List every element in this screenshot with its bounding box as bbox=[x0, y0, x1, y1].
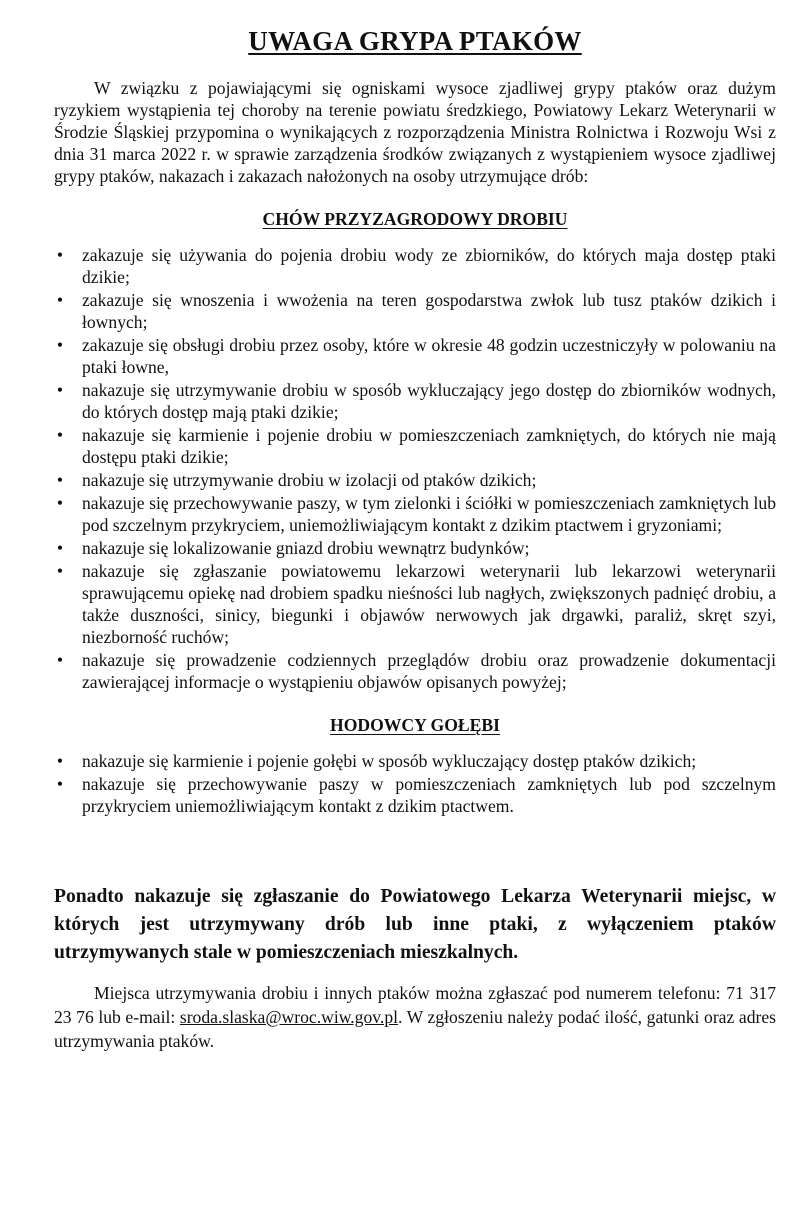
bullet-icon: • bbox=[56, 245, 64, 265]
document-title: UWAGA GRYPA PTAKÓW bbox=[248, 26, 582, 56]
list-item: • nakazuje się utrzymywanie drobiu w izolacji od ptaków dzikich; bbox=[54, 469, 776, 491]
list-item: • zakazuje się używania do pojenia drobiu wody ze zbiorników, do których maja dostęp ptaki dzikie; bbox=[54, 244, 776, 288]
bullet-icon: • bbox=[56, 380, 64, 400]
section-heading-poultry: CHÓW PRZYZAGRODOWY DROBIU bbox=[262, 209, 568, 229]
list-item: • zakazuje się wnoszenia i wwożenia na teren gospodarstwa zwłok lub tusz ptaków dzikich i łownych; bbox=[54, 289, 776, 333]
poultry-rules-list bbox=[54, 244, 776, 693]
bullet-icon: • bbox=[56, 493, 64, 513]
list-item: • zakazuje się obsługi drobiu przez osoby, które w okresie 48 godzin uczestniczyły w polowaniu na ptaki łowne, bbox=[54, 334, 776, 378]
contact-paragraph: Miejsca utrzymywania drobiu i innych ptaków można zgłaszać pod numerem telefonu: 71 317 23 76 lub e-mail: sroda.slaska@wroc.wiw.gov.pl. W zgłoszeniu należy podać ilość, gatunki oraz adres utrzymywania ptaków. bbox=[54, 983, 776, 1051]
bullet-icon: • bbox=[56, 425, 64, 445]
bullet-icon: • bbox=[56, 290, 64, 310]
registration-notice: Ponadto nakazuje się zgłaszanie do Powiatowego Lekarza Weterynarii miejsc, w których jest utrzymywany drób lub inne ptaki, z wyłączeniem ptaków utrzymywanych stale w pomieszczeniach mieszkalnych. bbox=[54, 886, 776, 963]
intro-paragraph: W związku z pojawiającymi się ogniskami wysoce zjadliwej grypy ptaków oraz dużym ryzykiem wystąpienia tej choroby na terenie powiatu średzkiego, Powiatowy Lekarz Weterynarii w Środzie Śląskiej przypomina o wynikających z rozporządzenia Ministra Rolnictwa i Rozwoju Wsi z dnia 31 marca 2022 r. w sprawie zarządzenia środków związanych z wystąpieniem wysoce zjadliwej grypy ptaków, nakazach i zakazach nałożonych na osoby utrzymujące drób: bbox=[54, 78, 776, 186]
list-item: • nakazuje się zgłaszanie powiatowemu lekarzowi weterynarii lub lekarzowi weterynarii sprawującemu opiekę nad drobiem spadku nieśności lub nagłych, zwiększonych padnięć drobiu, a także duszności, sinicy, biegunki i objawów nerwowych jak drgawki, paraliż, skręt szyi, niezborność ruchów; bbox=[54, 560, 776, 648]
list-item: • nakazuje się karmienie i pojenie drobiu w pomieszczeniach zamkniętych, do których nie mają dostępu ptaki dzikie; bbox=[54, 424, 776, 468]
list-item: • nakazuje się karmienie i pojenie gołębi w sposób wykluczający dostęp ptaków dzikich; bbox=[54, 750, 776, 772]
bullet-icon: • bbox=[56, 470, 64, 490]
bullet-icon: • bbox=[56, 774, 64, 794]
email-link[interactable]: sroda.slaska@wroc.wiw.gov.pl bbox=[179, 1007, 399, 1027]
bullet-icon: • bbox=[56, 335, 64, 355]
list-item: • nakazuje się lokalizowanie gniazd drobiu wewnątrz budynków; bbox=[54, 537, 776, 559]
section-heading-pigeons: HODOWCY GOŁĘBI bbox=[330, 715, 500, 735]
list-item: • nakazuje się przechowywanie paszy, w tym zielonki i ściółki w pomieszczeniach zamkniętych lub pod szczelnym przykryciem, uniemożliwiającym kontakt z dzikim ptactwem i gryzoniami; bbox=[54, 492, 776, 536]
document-page bbox=[54, 26, 776, 1053]
list-item: • nakazuje się utrzymywanie drobiu w sposób wykluczający jego dostęp do zbiorników wodnych, do których dostęp mają ptaki dzikie; bbox=[54, 379, 776, 423]
list-item: • nakazuje się prowadzenie codziennych przeglądów drobiu oraz prowadzenie dokumentacji zawierającej informacje o wystąpieniu objawów opisanych powyżej; bbox=[54, 649, 776, 693]
bullet-icon: • bbox=[56, 751, 64, 771]
pigeon-rules-list bbox=[54, 750, 776, 817]
bullet-icon: • bbox=[56, 538, 64, 558]
list-item: • nakazuje się przechowywanie paszy w pomieszczeniach zamkniętych lub pod szczelnym przykryciem uniemożliwiającym kontakt z dzikim ptactwem. bbox=[54, 773, 776, 817]
bullet-icon: • bbox=[56, 650, 64, 670]
bullet-icon: • bbox=[56, 561, 64, 581]
